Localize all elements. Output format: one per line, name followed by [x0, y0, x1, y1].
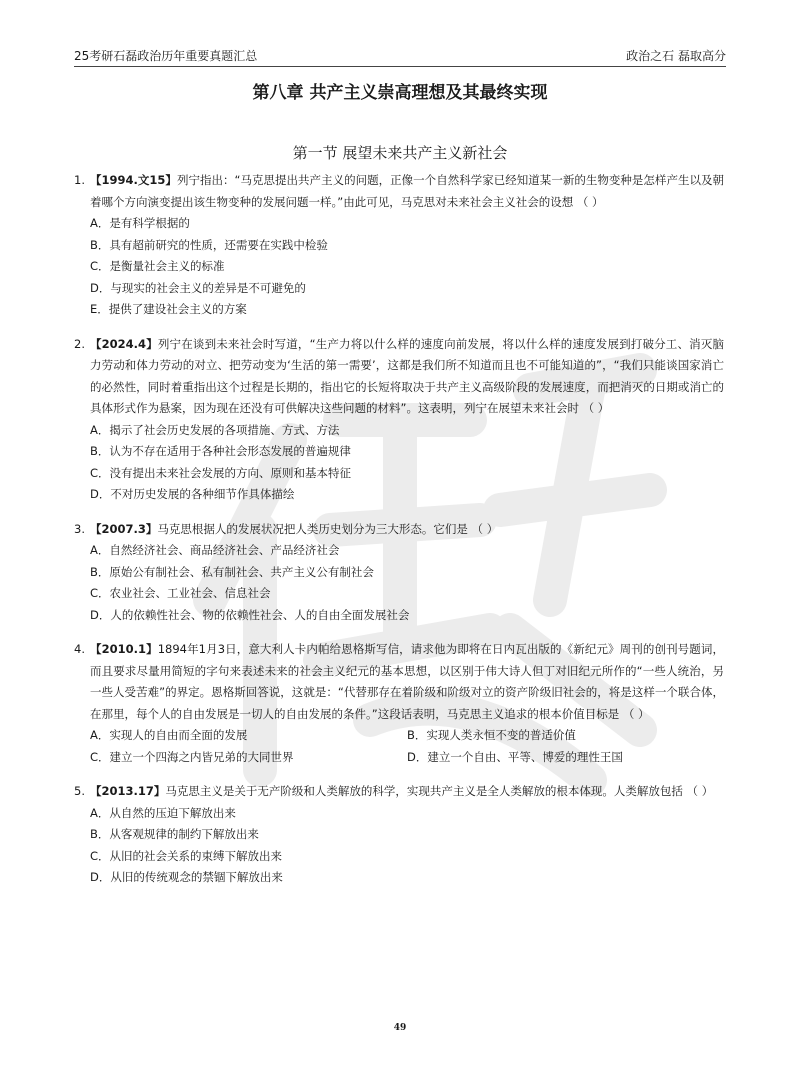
- question-number: 3.: [74, 521, 85, 536]
- option-grid: [90, 725, 724, 768]
- question-number: 1.: [74, 173, 85, 187]
- question-text: 列宁在谈到未来社会时写道，“生产力将以什么样的速度向前发展，将以什么样的速度发展到打破分工、消灭脑力劳动和体力劳动的对立、把劳动变为‘生活的第一需要’，这都是我们所不知道而且也不可能知道的”，“我们只能谈国家消亡的必然性，同时着重指出这个过程是长期的，指出它的长短将取决于共产主义高级阶段的发展速度，而把消灭的日期或消亡的具体形式作为悬案，因为现在还没有可供解决这些问题的材料”。这表明，列宁在展望未来社会时 （ ）: [90, 336, 724, 415]
- question-stem: [90, 519, 724, 541]
- header-right-text: 政治之石 磊取高分: [626, 49, 726, 63]
- option-a: A．揭示了社会历史发展的各项措施、方式、方法: [90, 422, 340, 437]
- question-number: 2.: [74, 336, 85, 351]
- option-b: B．实现人类永恒不变的普适价值: [407, 728, 576, 742]
- question-stem: [90, 334, 724, 420]
- option-a: A．从自然的压迫下解放出来: [90, 805, 236, 820]
- question-4: [74, 639, 724, 768]
- option-a: A．实现人的自由而全面的发展: [90, 728, 248, 742]
- question-number: 4.: [74, 642, 85, 656]
- question-1: [74, 170, 724, 321]
- question-5: [74, 781, 724, 889]
- option-a: A．自然经济社会、商品经济社会、产品经济社会: [90, 543, 340, 557]
- option-a: A．是有科学根据的: [90, 216, 190, 230]
- option-d: D．建立一个自由、平等、博爱的理性王国: [407, 749, 623, 764]
- option-d: D．人的依赖性社会、物的依赖性社会、人的自由全面发展社会: [90, 607, 410, 622]
- option-d: D．从旧的传统观念的禁锢下解放出来: [90, 870, 283, 884]
- question-text: 马克思主义是关于无产阶级和人类解放的科学，实现共产主义是全人类解放的根本体现。人类解放包括 （ ）: [165, 784, 714, 798]
- question-text: 马克思根据人的发展状况把人类历史划分为三大形态。它们是 （ ）: [157, 521, 499, 536]
- option-c: C．建立一个四海之内皆兄弟的大同世界: [90, 749, 294, 764]
- question-list: [74, 170, 724, 902]
- question-stem: [90, 639, 724, 725]
- question-source: 【2010.1】: [90, 642, 158, 656]
- question-source: 【1994.文15】: [90, 173, 177, 187]
- question-source: 【2024.4】: [90, 336, 158, 351]
- question-2: [74, 334, 724, 506]
- question-number: 5.: [74, 784, 85, 798]
- option-b: B．认为不存在适用于各种社会形态发展的普遍规律: [90, 444, 351, 458]
- option-e: E．提供了建设社会主义的方案: [90, 302, 247, 316]
- question-text: 1894年1月3日，意大利人卡内帕给恩格斯写信，请求他为即将在日内瓦出版的《新纪元》周刊的创刊号题词，而且要求尽量用简短的字句来表述未来的社会主义纪元的基本思想，以区别于伟大诗人但丁对旧纪元所作的“一些人统治，另一些人受苦难”的界定。恩格斯回答说，这就是：“代替那存在着阶级和阶级对立的资产阶级旧社会的，将是这样一个联合体，在那里，每个人的自由发展是一切人的自由发展的条件。”这段话表明，马克思主义追求的根本价值目标是 （ ）: [90, 642, 724, 721]
- option-d: D．与现实的社会主义的差异是不可避免的: [90, 280, 306, 295]
- chapter-title: 第八章 共产主义崇高理想及其最终实现: [252, 83, 548, 103]
- header-left-text: 25考研石磊政治历年重要真题汇总: [74, 49, 258, 63]
- question-source: 【2007.3】: [90, 521, 158, 536]
- option-c: C．是衡量社会主义的标准: [90, 259, 225, 273]
- option-c: C．农业社会、工业社会、信息社会: [90, 586, 271, 600]
- question-text: 列宁指出：“马克思提出共产主义的问题，正像一个自然科学家已经知道某一新的生物变种是怎样产生以及朝着哪个方向演变提出该生物变种的发展问题一样。”由此可见，马克思对未来社会主义社会的设想 （ ）: [90, 173, 724, 209]
- question-stem: [90, 170, 724, 213]
- page-number: 49: [393, 1023, 407, 1033]
- question-stem: [90, 781, 724, 803]
- question-3: [74, 519, 724, 627]
- option-d: D．不对历史发展的各种细节作具体描绘: [90, 487, 295, 501]
- option-c: C．没有提出未来社会发展的方向、原则和基本特征: [90, 465, 352, 480]
- section-title: 第一节 展望未来共产主义新社会: [292, 144, 508, 162]
- page-header: [74, 48, 726, 67]
- question-source: 【2013.17】: [90, 784, 166, 798]
- option-b: B．从客观规律的制约下解放出来: [90, 827, 259, 841]
- option-b: B．具有超前研究的性质，还需要在实践中检验: [90, 237, 328, 252]
- option-c: C．从旧的社会关系的束缚下解放出来: [90, 848, 283, 863]
- option-b: B．原始公有制社会、私有制社会、共产主义公有制社会: [90, 564, 374, 579]
